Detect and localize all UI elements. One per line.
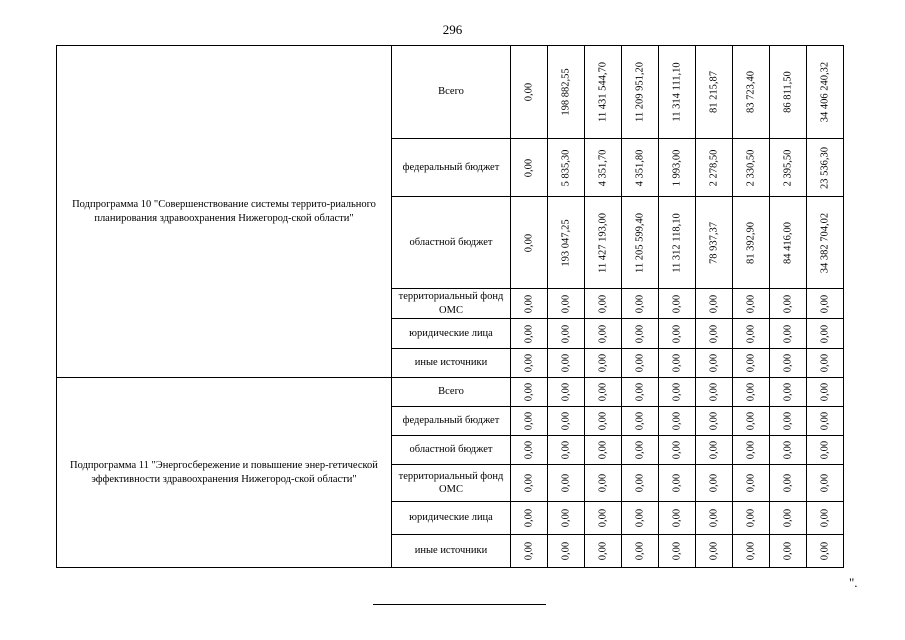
value-cell	[511, 319, 548, 349]
value-cell	[585, 502, 622, 535]
value-cell	[770, 535, 807, 568]
value-text: 0,00	[523, 82, 535, 102]
value-text: 0,00	[708, 382, 720, 402]
value-cell	[733, 502, 770, 535]
value-text: 0,00	[671, 541, 683, 561]
value-text: 0,00	[745, 440, 757, 460]
value-text: 0,00	[745, 294, 757, 313]
value-cell	[659, 319, 696, 349]
value-cell	[659, 139, 696, 197]
value-text: 0,00	[523, 541, 535, 561]
value-cell	[511, 289, 548, 319]
value-cell	[659, 349, 696, 378]
value-cell	[696, 436, 733, 465]
value-cell	[807, 289, 844, 319]
value-cell	[770, 139, 807, 197]
value-cell	[807, 436, 844, 465]
value-text: 0,00	[708, 440, 720, 460]
value-text: 11 427 193,00	[597, 212, 609, 273]
value-cell	[511, 139, 548, 197]
value-cell	[807, 378, 844, 407]
value-cell	[770, 465, 807, 502]
value-text: 86 811,50	[782, 71, 794, 113]
value-cell	[622, 349, 659, 378]
value-cell	[807, 349, 844, 378]
value-cell	[696, 46, 733, 139]
value-text: 0,00	[523, 233, 535, 252]
value-text: 0,00	[671, 324, 683, 343]
value-cell	[511, 197, 548, 289]
value-cell	[733, 139, 770, 197]
value-text: 0,00	[819, 508, 831, 528]
value-cell	[770, 46, 807, 139]
value-cell	[696, 139, 733, 197]
value-cell	[733, 436, 770, 465]
value-cell	[770, 289, 807, 319]
value-text: 0,00	[819, 353, 831, 373]
value-text: 0,00	[597, 541, 609, 561]
value-text: 0,00	[634, 411, 646, 431]
value-text: 0,00	[745, 411, 757, 431]
value-cell	[548, 407, 585, 436]
value-cell	[511, 407, 548, 436]
value-text: 0,00	[745, 541, 757, 561]
value-text: 0,00	[819, 440, 831, 460]
value-cell	[622, 319, 659, 349]
value-cell	[585, 378, 622, 407]
value-text: 0,00	[782, 382, 794, 402]
value-cell	[770, 349, 807, 378]
funding-source: Всего	[392, 46, 511, 139]
value-text: 0,00	[708, 473, 720, 493]
value-text: 2 395,50	[782, 149, 794, 186]
value-text: 0,00	[560, 440, 572, 460]
value-text: 0,00	[523, 324, 535, 343]
value-text: 0,00	[819, 541, 831, 561]
funding-source: юридические лица	[392, 502, 511, 535]
value-cell	[548, 378, 585, 407]
value-text: 0,00	[819, 411, 831, 431]
value-text: 198 882,55	[560, 68, 572, 116]
value-text: 2 330,50	[745, 149, 757, 186]
footnote-rule	[373, 604, 546, 605]
value-text: 0,00	[560, 382, 572, 402]
value-text: 0,00	[634, 473, 646, 493]
value-text: 0,00	[782, 541, 794, 561]
value-text: 0,00	[597, 324, 609, 343]
value-text: 0,00	[708, 411, 720, 431]
value-text: 0,00	[782, 324, 794, 343]
value-cell	[733, 46, 770, 139]
value-text: 0,00	[634, 508, 646, 528]
value-text: 0,00	[745, 353, 757, 373]
value-cell	[548, 436, 585, 465]
funding-source: иные источники	[392, 535, 511, 568]
value-cell	[807, 139, 844, 197]
value-text: 0,00	[782, 411, 794, 431]
value-cell	[511, 502, 548, 535]
value-cell	[696, 407, 733, 436]
value-cell	[696, 465, 733, 502]
value-text: 0,00	[523, 353, 535, 373]
value-cell	[659, 407, 696, 436]
value-cell	[807, 535, 844, 568]
value-text: 11 205 599,40	[634, 212, 646, 273]
value-text: 0,00	[523, 294, 535, 313]
value-cell	[622, 197, 659, 289]
value-cell	[696, 289, 733, 319]
value-text: 0,00	[634, 440, 646, 460]
value-text: 0,00	[597, 473, 609, 493]
value-cell	[807, 407, 844, 436]
value-cell	[511, 436, 548, 465]
funding-source: юридические лица	[392, 319, 511, 349]
value-cell	[807, 197, 844, 289]
value-cell	[622, 502, 659, 535]
value-text: 0,00	[560, 541, 572, 561]
value-text: 0,00	[782, 508, 794, 528]
value-text: 0,00	[523, 382, 535, 402]
value-text: 0,00	[745, 508, 757, 528]
value-text: 0,00	[745, 382, 757, 402]
value-cell	[548, 197, 585, 289]
value-text: 0,00	[671, 353, 683, 373]
value-text: 0,00	[634, 541, 646, 561]
value-cell	[548, 535, 585, 568]
funding-source: территориальный фонд ОМС	[392, 465, 511, 502]
value-cell	[696, 197, 733, 289]
value-cell	[696, 502, 733, 535]
value-text: 0,00	[782, 353, 794, 373]
value-text: 84 416,00	[782, 221, 794, 264]
value-cell	[585, 407, 622, 436]
value-cell	[585, 319, 622, 349]
value-text: 83 723,40	[745, 71, 757, 113]
value-text: 0,00	[634, 382, 646, 402]
value-text: 0,00	[782, 440, 794, 460]
value-text: 0,00	[634, 353, 646, 373]
value-text: 81 215,87	[708, 71, 720, 113]
value-text: 11 431 544,70	[597, 62, 609, 122]
value-cell	[807, 502, 844, 535]
value-cell	[511, 535, 548, 568]
value-cell	[622, 378, 659, 407]
value-text: 0,00	[671, 473, 683, 493]
value-cell	[585, 139, 622, 197]
value-cell	[548, 465, 585, 502]
value-text: 0,00	[708, 508, 720, 528]
value-cell	[585, 535, 622, 568]
value-cell	[585, 289, 622, 319]
funding-source: федеральный бюджет	[392, 139, 511, 197]
page-number: 296	[442, 22, 463, 37]
funding-source: иные источники	[392, 349, 511, 378]
value-cell	[585, 197, 622, 289]
value-text: 81 392,90	[745, 221, 757, 264]
value-cell	[770, 502, 807, 535]
value-cell	[733, 197, 770, 289]
value-cell	[622, 139, 659, 197]
value-cell	[585, 465, 622, 502]
value-cell	[585, 349, 622, 378]
value-text: 34 406 240,32	[819, 61, 831, 123]
value-text: 1 993,00	[671, 149, 683, 186]
value-text: 0,00	[597, 508, 609, 528]
program-title: Подпрограмма 10 "Совершенствование системы террито-риального планирования здравоохранения Нижегород-ской области"	[57, 46, 392, 378]
value-cell	[511, 46, 548, 139]
value-cell	[807, 319, 844, 349]
value-cell	[622, 407, 659, 436]
value-cell	[548, 139, 585, 197]
value-text: 0,00	[523, 440, 535, 460]
funding-source: Всего	[392, 378, 511, 407]
funding-source: областной бюджет	[392, 197, 511, 289]
value-text: 0,00	[708, 353, 720, 373]
value-cell	[770, 378, 807, 407]
value-text: 0,00	[560, 353, 572, 373]
value-text: 4 351,80	[634, 149, 646, 186]
value-text: 0,00	[597, 294, 609, 313]
value-cell	[770, 319, 807, 349]
value-cell	[770, 436, 807, 465]
value-cell	[807, 465, 844, 502]
value-cell	[696, 349, 733, 378]
table-row	[57, 46, 844, 139]
value-text: 0,00	[597, 382, 609, 402]
value-text: 0,00	[745, 324, 757, 343]
value-text: 5 835,30	[560, 149, 572, 186]
program-title: Подпрограмма 11 "Энергосбережение и повышение энер-гетической эффективности здравоохранения Нижегород-ской области"	[57, 378, 392, 568]
value-cell	[733, 535, 770, 568]
value-cell	[585, 436, 622, 465]
value-text: 0,00	[523, 473, 535, 493]
value-cell	[659, 535, 696, 568]
value-text: 2 278,50	[708, 149, 720, 186]
value-text: 0,00	[560, 508, 572, 528]
value-cell	[622, 46, 659, 139]
funding-source: областной бюджет	[392, 436, 511, 465]
value-text: 0,00	[634, 324, 646, 343]
value-cell	[622, 289, 659, 319]
table-row	[57, 378, 844, 407]
value-text: 0,00	[819, 324, 831, 343]
value-cell	[659, 197, 696, 289]
value-cell	[807, 46, 844, 139]
budget-table	[56, 45, 844, 568]
value-cell	[548, 46, 585, 139]
value-cell	[659, 289, 696, 319]
value-text: 11 314 111,10	[671, 62, 683, 122]
value-text: 0,00	[560, 411, 572, 431]
value-cell	[548, 289, 585, 319]
value-cell	[696, 378, 733, 407]
value-cell	[733, 349, 770, 378]
value-cell	[585, 46, 622, 139]
value-text: 4 351,70	[597, 149, 609, 186]
value-text: 0,00	[597, 440, 609, 460]
value-text: 0,00	[634, 294, 646, 313]
value-text: 0,00	[819, 473, 831, 493]
value-text: 0,00	[597, 411, 609, 431]
value-text: 11 209 951,20	[634, 62, 646, 122]
value-cell	[696, 319, 733, 349]
value-text: 0,00	[745, 473, 757, 493]
value-text: 193 047,25	[560, 218, 572, 267]
value-text: 0,00	[560, 324, 572, 343]
value-cell	[511, 465, 548, 502]
value-cell	[511, 349, 548, 378]
value-cell	[770, 407, 807, 436]
value-cell	[733, 378, 770, 407]
value-cell	[770, 197, 807, 289]
value-text: 0,00	[708, 541, 720, 561]
value-cell	[733, 319, 770, 349]
value-cell	[696, 535, 733, 568]
value-text: 23 536,30	[819, 146, 831, 189]
value-text: 0,00	[523, 158, 535, 177]
value-cell	[622, 436, 659, 465]
value-cell	[659, 465, 696, 502]
value-cell	[733, 407, 770, 436]
value-text: 11 312 118,10	[671, 212, 683, 273]
value-cell	[548, 502, 585, 535]
table-body	[57, 46, 844, 568]
value-text: 0,00	[523, 411, 535, 431]
value-text: 0,00	[671, 411, 683, 431]
value-cell	[622, 465, 659, 502]
funding-source: федеральный бюджет	[392, 407, 511, 436]
value-cell	[733, 465, 770, 502]
funding-source: территориальный фонд ОМС	[392, 289, 511, 319]
value-text: 0,00	[671, 440, 683, 460]
closing-quote-mark: ".	[849, 575, 858, 590]
value-cell	[659, 378, 696, 407]
value-cell	[548, 349, 585, 378]
value-cell	[659, 436, 696, 465]
value-cell	[659, 502, 696, 535]
value-cell	[548, 319, 585, 349]
value-cell	[622, 535, 659, 568]
value-text: 0,00	[819, 382, 831, 402]
value-text: 0,00	[560, 473, 572, 493]
value-text: 0,00	[523, 508, 535, 528]
value-text: 0,00	[708, 294, 720, 313]
value-text: 0,00	[560, 294, 572, 313]
value-text: 0,00	[671, 382, 683, 402]
value-text: 0,00	[597, 353, 609, 373]
value-text: 78 937,37	[708, 221, 720, 264]
value-cell	[659, 46, 696, 139]
value-text: 0,00	[782, 294, 794, 313]
value-text: 0,00	[708, 324, 720, 343]
value-cell	[733, 289, 770, 319]
value-text: 0,00	[819, 294, 831, 313]
value-text: 0,00	[671, 294, 683, 313]
value-text: 0,00	[671, 508, 683, 528]
value-text: 0,00	[782, 473, 794, 493]
value-text: 34 382 704,02	[819, 212, 831, 273]
value-cell	[511, 378, 548, 407]
